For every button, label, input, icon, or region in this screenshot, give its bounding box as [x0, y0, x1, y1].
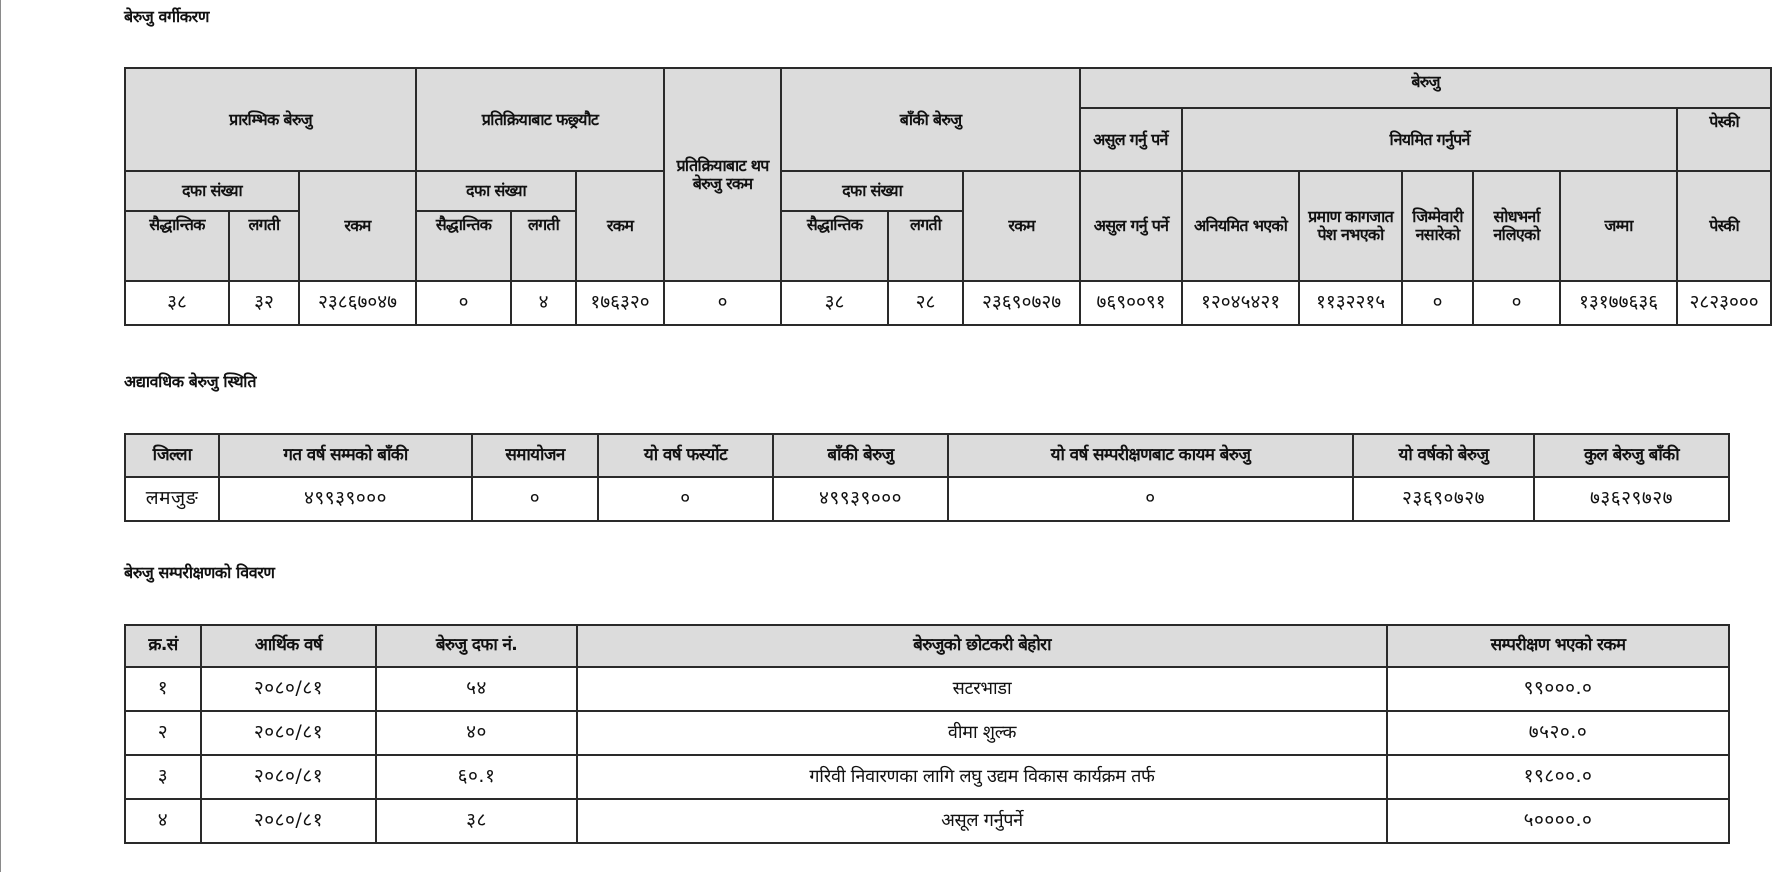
table-row — [125, 799, 1729, 843]
settled-clause-count-header: दफा संख्या — [416, 171, 576, 211]
classification-table — [124, 67, 1772, 326]
settled-cost-value: ४ — [511, 281, 576, 325]
clause-number-cell: ५४ — [376, 667, 577, 711]
beruju-header: बेरुजु — [1080, 68, 1771, 108]
audit-established-value: ० — [948, 477, 1353, 521]
recoverable-sub-header: असुल गर्नु पर्ने — [1080, 171, 1182, 281]
fiscal-year-header: आर्थिक वर्ष — [201, 625, 376, 667]
no-documents-value: ११३२२१५ — [1299, 281, 1402, 325]
settled-theoretical-value: ० — [416, 281, 511, 325]
initial-cost-value: ३२ — [229, 281, 299, 325]
settled-amount-value: १७६३२० — [576, 281, 664, 325]
advance-header: पेस्की — [1677, 108, 1771, 171]
adjustment-header: समायोजन — [472, 434, 598, 477]
description-cell: गरिवी निवारणका लागि लघु उद्यम विकास कार्यक्रम तर्फ — [577, 755, 1387, 799]
remaining-amount-header: रकम — [963, 171, 1080, 281]
annual-status-data-row — [125, 477, 1729, 521]
serial-header: क्र.सं — [125, 625, 201, 667]
table-row — [125, 667, 1729, 711]
initial-clause-count-header: दफा संख्या — [125, 171, 299, 211]
fiscal-year-cell: २०८०/८१ — [201, 711, 376, 755]
description-cell: वीमा शुल्क — [577, 711, 1387, 755]
audit-details-title: बेरुजु सम्परीक्षणको विवरण — [124, 563, 275, 582]
remaining-clause-count-header: दफा संख्या — [781, 171, 963, 211]
irregular-header: अनियमित भएको — [1182, 171, 1299, 281]
serial-cell: ३ — [125, 755, 201, 799]
annual-status-table — [124, 433, 1730, 522]
audited-amount-cell: ७५२०.० — [1387, 711, 1729, 755]
settled-amount-header: रकम — [576, 171, 664, 281]
audit-established-header: यो वर्ष सम्परीक्षणबाट कायम बेरुजु — [948, 434, 1353, 477]
remaining-amount-value: २३६९०७२७ — [963, 281, 1080, 325]
recoverable-header: असुल गर्नु पर्ने — [1080, 108, 1182, 171]
unrefunded-value: ० — [1473, 281, 1560, 325]
clause-number-cell: ६०.१ — [376, 755, 577, 799]
this-year-beruju-header: यो वर्षको बेरुजु — [1353, 434, 1534, 477]
audited-amount-cell: ९९०००.० — [1387, 667, 1729, 711]
table-row — [125, 711, 1729, 755]
remaining-beruju-header: बाँकी बेरुजु — [781, 68, 1080, 171]
serial-cell: २ — [125, 711, 201, 755]
settled-cost-header: लगती — [511, 211, 576, 281]
advance-value: २८२३००० — [1677, 281, 1771, 325]
description-header: बेरुजुको छोटकरी बेहोरा — [577, 625, 1387, 667]
table-row — [125, 755, 1729, 799]
remaining-beruju-value: ४९९३९००० — [773, 477, 948, 521]
remaining-cost-value: २८ — [888, 281, 963, 325]
initial-amount-value: २३८६७०४७ — [299, 281, 416, 325]
audited-amount-cell: ५००००.० — [1387, 799, 1729, 843]
district-value: लमजुङ — [125, 477, 219, 521]
fiscal-year-cell: २०८०/८१ — [201, 667, 376, 711]
annual-status-header-row — [125, 434, 1729, 477]
to-regularize-header: नियमित गर्नुपर्ने — [1182, 108, 1677, 171]
total-header: जम्मा — [1560, 171, 1677, 281]
irregular-value: १२०४५४२१ — [1182, 281, 1299, 325]
response-settled-header: प्रतिक्रियाबाट फछ्र्यौट — [416, 68, 664, 171]
classification-title: बेरुजु वर्गीकरण — [124, 7, 209, 26]
no-responsibility-value: ० — [1402, 281, 1473, 325]
serial-cell: १ — [125, 667, 201, 711]
district-header: जिल्ला — [125, 434, 219, 477]
previous-balance-header: गत वर्ष सम्मको बाँकी — [219, 434, 472, 477]
audited-amount-header: सम्परीक्षण भएको रकम — [1387, 625, 1729, 667]
this-year-beruju-value: २३६९०७२७ — [1353, 477, 1534, 521]
audit-details-header-row — [125, 625, 1729, 667]
description-cell: सटरभाडा — [577, 667, 1387, 711]
clause-number-cell: ३८ — [376, 799, 577, 843]
advance-sub-header: पेस्की — [1677, 171, 1771, 281]
no-documents-header: प्रमाण कागजात पेश नभएको — [1299, 171, 1402, 281]
adjustment-value: ० — [472, 477, 598, 521]
audited-amount-cell: १९८००.० — [1387, 755, 1729, 799]
recoverable-value: ७६९००९१ — [1080, 281, 1182, 325]
page-left-border — [0, 0, 1, 872]
total-value: १३१७७६३६ — [1560, 281, 1677, 325]
remaining-beruju-header: बाँकी बेरुजु — [773, 434, 948, 477]
initial-cost-header: लगती — [229, 211, 299, 281]
classification-data-row — [125, 281, 1771, 325]
annual-status-title: अद्यावधिक बेरुजु स्थिति — [124, 372, 257, 391]
initial-amount-header: रकम — [299, 171, 416, 281]
unrefunded-header: सोधभर्ना नलिएको — [1473, 171, 1560, 281]
initial-theoretical-value: ३८ — [125, 281, 229, 325]
total-remaining-value: ७३६२९७२७ — [1534, 477, 1729, 521]
remaining-theoretical-header: सैद्धान्तिक — [781, 211, 888, 281]
serial-cell: ४ — [125, 799, 201, 843]
remaining-cost-header: लगती — [888, 211, 963, 281]
initial-theoretical-header: सैद्धान्तिक — [125, 211, 229, 281]
settled-theoretical-header: सैद्धान्तिक — [416, 211, 511, 281]
no-responsibility-header: जिम्मेवारी नसारेको — [1402, 171, 1473, 281]
total-remaining-header: कुल बेरुजु बाँकी — [1534, 434, 1729, 477]
settled-this-year-value: ० — [598, 477, 773, 521]
fiscal-year-cell: २०८०/८१ — [201, 755, 376, 799]
description-cell: असूल गर्नुपर्ने — [577, 799, 1387, 843]
response-added-header: प्रतिक्रियाबाट थप बेरुजु रकम — [664, 68, 781, 281]
settled-this-year-header: यो वर्ष फर्स्योट — [598, 434, 773, 477]
clause-number-cell: ४० — [376, 711, 577, 755]
previous-balance-value: ४९९३९००० — [219, 477, 472, 521]
response-added-value: ० — [664, 281, 781, 325]
remaining-theoretical-value: ३८ — [781, 281, 888, 325]
initial-beruju-header: प्रारम्भिक बेरुजु — [125, 68, 416, 171]
fiscal-year-cell: २०८०/८१ — [201, 799, 376, 843]
audit-details-table — [124, 624, 1730, 844]
clause-number-header: बेरुजु दफा नं. — [376, 625, 577, 667]
